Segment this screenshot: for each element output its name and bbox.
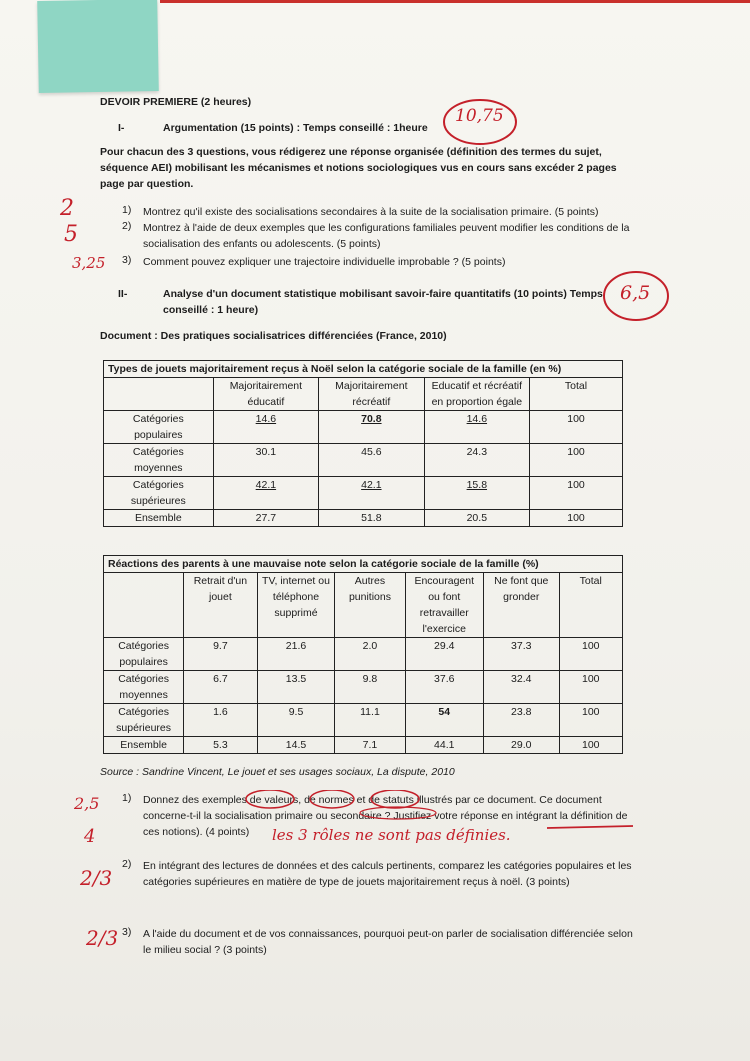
cell: 20.5 [424, 510, 529, 527]
cell: 37.3 [484, 638, 560, 671]
document-title: DEVOIR PREMIERE (2 heures) [100, 96, 252, 108]
table1-header-cell: Majoritairement récréatif [319, 378, 424, 411]
p2-q3-number: 3) [122, 926, 132, 938]
underline-mark [545, 822, 635, 834]
grade-top: 10,75 [455, 106, 504, 126]
cell: 15.8 [424, 477, 529, 510]
cell: 11.1 [335, 704, 405, 737]
table1-header-cell: Total [530, 378, 623, 411]
table2-header-cell: Autres punitions [335, 573, 405, 638]
table2-header-cell: Encouragent ou font retravailler l'exercice [405, 573, 484, 638]
cell: 1.6 [184, 704, 257, 737]
cell: 21.6 [257, 638, 335, 671]
part1-number: I- [118, 122, 125, 134]
table1-header-cell: Majoritairement éducatif [213, 378, 318, 411]
cell: 24.3 [424, 444, 529, 477]
table2-header-cell: Ne font que gronder [484, 573, 560, 638]
word-circles [240, 790, 570, 820]
cell: 42.1 [319, 477, 424, 510]
table-reactions [103, 555, 623, 754]
margin-grade-p2q1-top: 2,5 [74, 794, 100, 813]
cell: 42.1 [213, 477, 318, 510]
cell: 70.8 [319, 411, 424, 444]
margin-grade-p2q2: 2/3 [80, 866, 113, 890]
p2-q1-text: Donnez des exemples de valeurs, de normes et de statuts illustrés par ce document. Ce document concerne-t-il la socialisation primaire ou secondaire ? Justifiez votre réponse en intégrant la définition de ces notions). (4 points) [143, 794, 628, 838]
table-row [104, 411, 623, 444]
cell: 29.4 [405, 638, 484, 671]
top-red-line [160, 0, 750, 3]
cell: 37.6 [405, 671, 484, 704]
q1-number: 1) [122, 204, 132, 216]
cell: 44.1 [405, 737, 484, 754]
cell: 54 [405, 704, 484, 737]
cell: 7.1 [335, 737, 405, 754]
table-row [104, 444, 623, 477]
margin-grade-q2: 5 [64, 222, 78, 247]
cell: 100 [530, 510, 623, 527]
cell: 13.5 [257, 671, 335, 704]
cell: 100 [530, 411, 623, 444]
table1-header-cell [104, 378, 214, 411]
row-label: Catégories moyennes [104, 444, 214, 477]
cell: 100 [559, 737, 622, 754]
cell: 100 [559, 704, 622, 737]
table2-header-row [104, 573, 623, 638]
p2-q2-text: En intégrant des lectures de données et des calculs pertinents, comparez les catégories populaires et les catégories supérieures en matière de type de jouets majoritairement reçus à noël. (3 points) [143, 860, 632, 888]
cell: 14.6 [424, 411, 529, 444]
q3-number: 3) [122, 254, 132, 266]
q2-text: Montrez à l'aide de deux exemples que les configurations familiales peuvent modifier les conditions de la socialisation des enfants ou adolescents. (5 points) [143, 222, 630, 250]
document-heading: Document : Des pratiques socialisatrices différenciées (France, 2010) [100, 330, 447, 342]
part2-number: II- [118, 288, 128, 300]
cell: 100 [559, 671, 622, 704]
cell: 27.7 [213, 510, 318, 527]
row-label: Catégories moyennes [104, 671, 184, 704]
cell: 23.8 [484, 704, 560, 737]
margin-grade-q1: 2 [60, 196, 74, 221]
cell: 6.7 [184, 671, 257, 704]
cell: 29.0 [484, 737, 560, 754]
table-row [104, 704, 623, 737]
cell: 100 [559, 638, 622, 671]
table2-caption: Réactions des parents à une mauvaise note selon la catégorie sociale de la famille (%) [104, 556, 623, 573]
table-row [104, 477, 623, 510]
row-label: Catégories populaires [104, 411, 214, 444]
margin-grade-p2q3: 2/3 [86, 926, 119, 950]
table-row [104, 510, 623, 527]
cell: 9.8 [335, 671, 405, 704]
part2-title: Analyse d'un document statistique mobilisant savoir-faire quantitatifs (10 points) Temps conseillé : 1 heure) [163, 288, 603, 316]
table1-caption: Types de jouets majoritairement reçus à Noël selon la catégorie sociale de la famille (en %) [104, 361, 623, 378]
cell: 51.8 [319, 510, 424, 527]
row-label: Ensemble [104, 510, 214, 527]
cell: 9.7 [184, 638, 257, 671]
table1-header-cell: Educatif et récréatif en proportion égale [424, 378, 529, 411]
row-label: Catégories populaires [104, 638, 184, 671]
q1-text: Montrez qu'il existe des socialisations secondaires à la suite de la socialisation primaire. (5 points) [143, 206, 599, 218]
row-label: Ensemble [104, 737, 184, 754]
grade-part2: 6,5 [620, 282, 651, 304]
table2-header-cell: Total [559, 573, 622, 638]
table-row [104, 671, 623, 704]
row-label: Catégories supérieures [104, 477, 214, 510]
table-row [104, 737, 623, 754]
margin-grade-q3: 3,25 [72, 254, 106, 272]
cell: 45.6 [319, 444, 424, 477]
cell: 14.5 [257, 737, 335, 754]
cell: 100 [530, 444, 623, 477]
source-line: Source : Sandrine Vincent, Le jouet et ses usages sociaux, La dispute, 2010 [100, 766, 455, 778]
table2-header-cell [104, 573, 184, 638]
cell: 2.0 [335, 638, 405, 671]
table2-header-cell: TV, internet ou téléphone supprimé [257, 573, 335, 638]
inline-comment: les 3 rôles ne sont pas définies. [272, 826, 511, 844]
p2-q2-number: 2) [122, 858, 132, 870]
part1-title: Argumentation (15 points) : Temps conseillé : 1heure [163, 122, 428, 134]
cell: 32.4 [484, 671, 560, 704]
table1-header-row [104, 378, 623, 411]
margin-grade-p2q1-bottom: 4 [84, 826, 96, 847]
instructions: Pour chacun des 3 questions, vous rédigerez une réponse organisée (définition des termes du sujet, séquence AEI) mobilisant les mécanismes et notions sociologiques vus en cours sans excéder 2 pages page par question. [100, 146, 617, 190]
cell: 5.3 [184, 737, 257, 754]
q2-number: 2) [122, 220, 132, 232]
q3-text: Comment pouvez expliquer une trajectoire individuelle improbable ? (5 points) [143, 256, 506, 268]
table-toys [103, 360, 623, 527]
cell: 14.6 [213, 411, 318, 444]
p2-q3-text: A l'aide du document et de vos connaissances, pourquoi peut-on parler de socialisation différenciée selon le milieu social ? (3 points) [143, 928, 633, 956]
sticky-note [37, 0, 159, 93]
cell: 100 [530, 477, 623, 510]
cell: 30.1 [213, 444, 318, 477]
row-label: Catégories supérieures [104, 704, 184, 737]
p2-q1-number: 1) [122, 792, 132, 804]
cell: 9.5 [257, 704, 335, 737]
table2-header-cell: Retrait d'un jouet [184, 573, 257, 638]
table-row [104, 638, 623, 671]
